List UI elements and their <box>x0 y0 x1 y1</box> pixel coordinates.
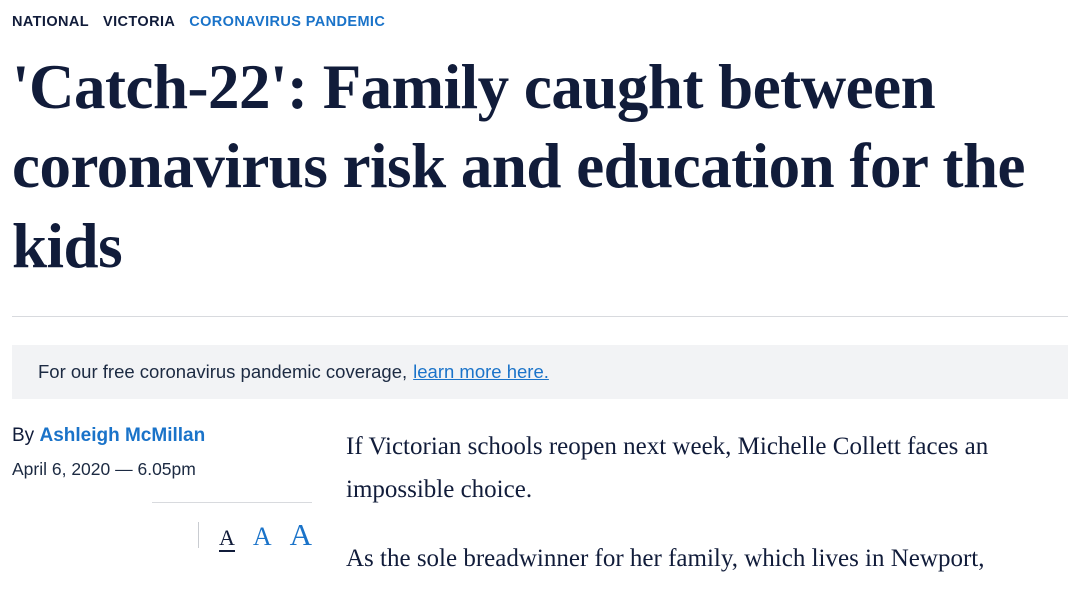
breadcrumb-item-victoria[interactable]: VICTORIA <box>103 14 176 30</box>
promo-banner <box>12 345 1068 399</box>
byline-prefix: By <box>12 425 35 447</box>
article-paragraph: If Victorian schools reopen next week, Michelle Collett faces an impossible choice. <box>346 433 989 504</box>
byline-author-link[interactable]: Ashleigh McMillan <box>39 425 206 447</box>
text-size-controls <box>152 502 312 553</box>
divider <box>12 316 1068 317</box>
byline-column <box>12 425 312 606</box>
article-text <box>312 425 1068 606</box>
promo-text: For our free coronavirus pandemic coverage, <box>38 361 408 383</box>
text-size-large-button[interactable]: A <box>289 517 312 553</box>
byline <box>12 425 292 447</box>
article-paragraph: As the sole breadwinner for her family, which lives in Newport, <box>346 545 985 573</box>
article-body-wrapper <box>12 425 1068 606</box>
promo-learn-more-link[interactable]: learn more here. <box>413 361 549 383</box>
text-size-medium-button[interactable]: A <box>252 522 272 552</box>
publish-date: April 6, 2020 — 6.05pm <box>12 459 196 480</box>
text-size-divider <box>198 522 199 548</box>
breadcrumb-item-coronavirus-pandemic[interactable]: CORONAVIRUS PANDEMIC <box>189 14 386 30</box>
breadcrumb-item-national[interactable]: NATIONAL <box>12 14 90 30</box>
page-title: 'Catch-22': Family caught between coronavirus risk and education for the kids <box>12 52 1025 281</box>
text-size-small-button[interactable]: A <box>219 526 235 552</box>
breadcrumb <box>12 0 1068 30</box>
